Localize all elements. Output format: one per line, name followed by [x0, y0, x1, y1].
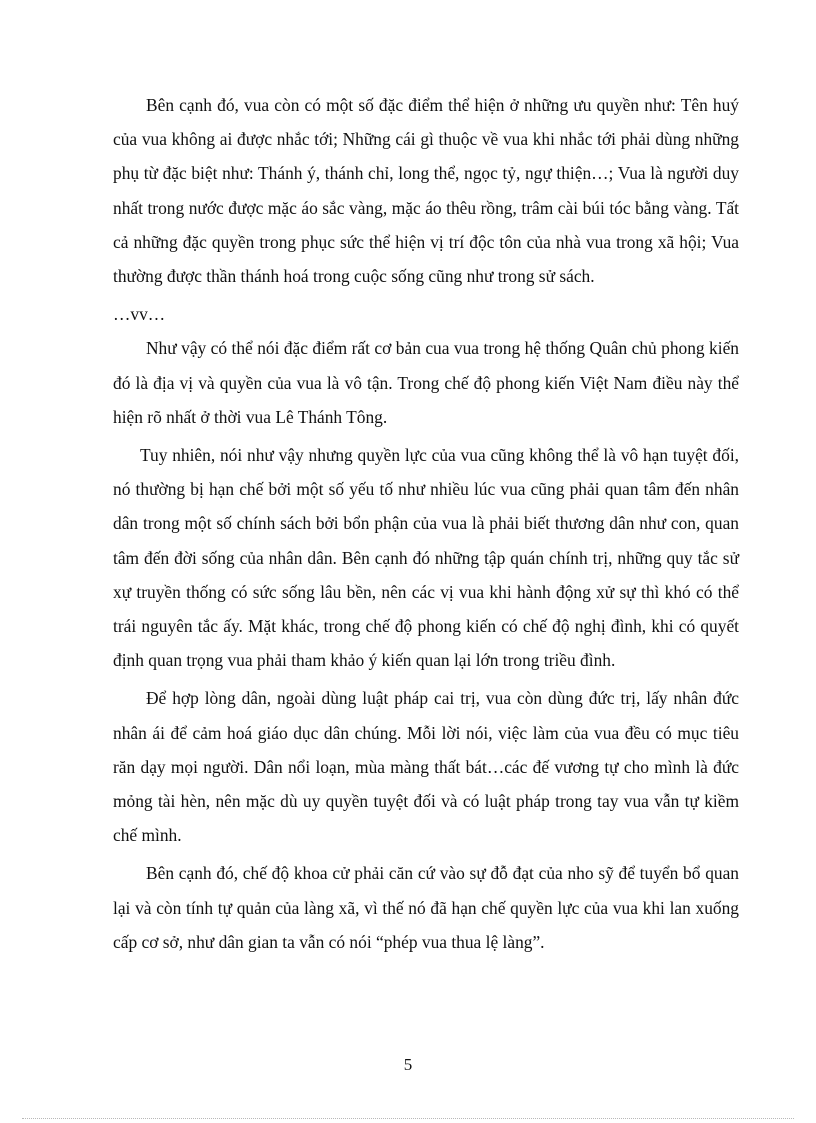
paragraph-privileges: Bên cạnh đó, vua còn có một số đặc điểm thể hiện ở những ưu quyền như: Tên huý của vua không ai được nhắc tới; Những cái gì thuộc về vua khi nhắc tới phải dùng những phụ từ đặc biệt như: Thánh ý, thánh chỉ, long thể, ngọc tỷ, ngự thiện…; Vua là người duy nhất trong nước được mặc áo sắc vàng, mặc áo thêu rồng, trâm cài búi tóc bằng vàng. Tất cả những đặc quyền trong phục sức thể hiện vị trí độc tôn của nhà vua trong xã hội; Vua thường được thần thánh hoá trong cuộc sống cũng như trong sử sách. — [113, 95, 739, 287]
paragraph-etc: …vv… — [113, 304, 166, 325]
page-number: 5 — [403, 1055, 413, 1074]
page-bottom-border — [22, 1118, 794, 1119]
paragraph-exams-village: Bên cạnh đó, chế độ khoa cử phải căn cứ vào sự đỗ đạt của nho sỹ để tuyển bổ quan lại và còn tính tự quản của làng xã, vì thế nó đã hạn chế quyền lực của vua khi lan xuống cấp cơ sở, như dân gian ta vẫn có nói “phép vua thua lệ làng”. — [113, 863, 739, 952]
body-text — [113, 88, 739, 963]
paragraph-limits: Tuy nhiên, nói như vậy nhưng quyền lực của vua cũng không thể là vô hạn tuyệt đối, nó thường bị hạn chế bởi một số yếu tố như nhiều lúc vua cũng phải quan tâm đến nhân dân trong một số chính sách bởi bổn phận của vua là phải biết thương dân như con, quan tâm đến đời sống của nhân dân. Bên cạnh đó những tập quán chính trị, những quy tắc sử xự truyền thống có sức sống lâu bền, nên các vị vua khi hành động xử sự thì khó có thể trái nguyên tắc ấy. Mặt khác, trong chế độ phong kiến có chế độ nghị đình, khi có quyết định quan trọng vua phải tham khảo ý kiến quan lại lớn trong triều đình. — [113, 445, 739, 671]
paragraph-absolute-power: Như vậy có thể nói đặc điểm rất cơ bản cua vua trong hệ thống Quân chủ phong kiến đó là địa vị và quyền của vua là vô tận. Trong chế độ phong kiến Việt Nam điều này thể hiện rõ nhất ở thời vua Lê Thánh Tông. — [113, 338, 739, 427]
paragraph-virtue-rule: Để hợp lòng dân, ngoài dùng luật pháp cai trị, vua còn dùng đức trị, lấy nhân đức nhân ái để cảm hoá giáo dục dân chúng. Mỗi lời nói, việc làm của vua đều có mục tiêu răn dạy mọi người. Dân nổi loạn, mùa màng thất bát…các đế vương tự cho mình là đức mỏng tài hèn, nên mặc dù uy quyền tuyệt đối và có luật pháp trong tay vua vẫn tự kiềm chế mình. — [113, 688, 739, 846]
